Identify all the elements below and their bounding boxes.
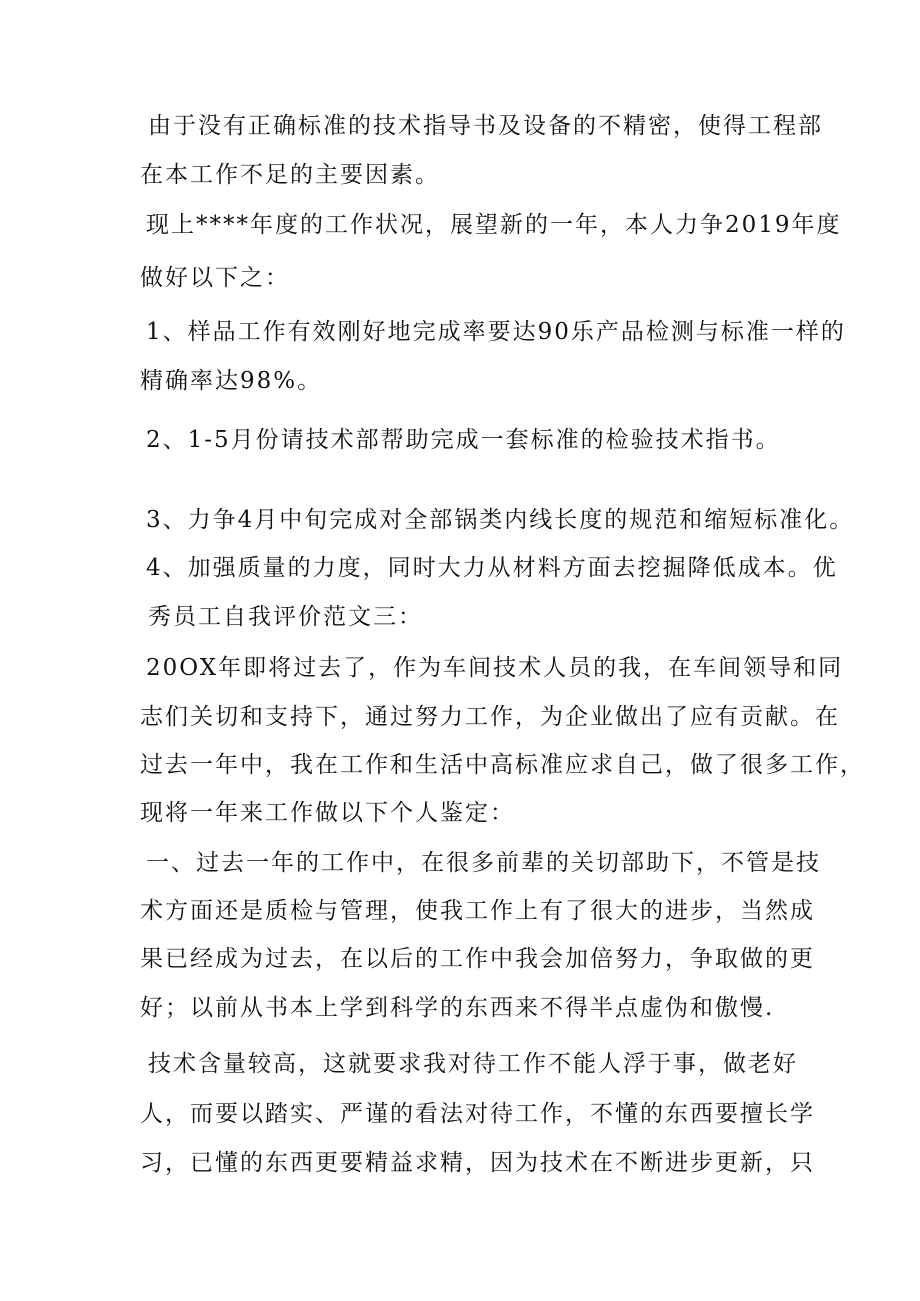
paragraph-line-4: 做好以下之： xyxy=(140,265,290,291)
paragraph-line-5: 20OX年即将过去了，作为车间技术人员的我，在车间领导和同 xyxy=(146,655,844,681)
paragraph-line-13: 技术含量较高，这就要求我对待工作不能人浮于事，做老好 xyxy=(148,1051,798,1077)
paragraph-line-1: 由于没有正确标准的技术指导书及设备的不精密，使得工程部 xyxy=(148,113,823,139)
list-item-line-1: 1、样品工作有效刚好地完成率要达90乐产品检测与标准一样的 xyxy=(146,319,846,345)
paragraph-line-2: 在本工作不足的主要因素。 xyxy=(140,162,440,188)
paragraph-line-11: 果已经成为过去，在以后的工作中我会加倍努力，争取做的更 xyxy=(140,946,815,972)
paragraph-line-14: 人，而要以踏实、严谨的看法对待工作，不懂的东西要擅长学 xyxy=(140,1101,815,1127)
section-heading-line: 秀员工自我评价范文三： xyxy=(148,604,423,630)
list-item-line-3: 2、1-5月份请技术部帮助完成一套标准的检验技术指书。 xyxy=(146,427,781,453)
paragraph-line-9: 一、过去一年的工作中，在很多前辈的关切部助下，不管是技 xyxy=(146,850,821,876)
list-item-line-4: 3、力争4月中旬完成对全部锅类内线长度的规范和缩短标准化。 xyxy=(146,507,855,533)
paragraph-line-10: 术方面还是质检与管理，使我工作上有了很大的进步，当然成 xyxy=(140,898,815,924)
paragraph-line-12: 好；以前从书本上学到科学的东西来不得半点虚伪和傲慢. xyxy=(140,995,775,1021)
paragraph-line-8: 现将一年来工作做以下个人鉴定： xyxy=(140,800,515,826)
paragraph-line-6: 志们关切和支持下，通过努力工作，为企业做出了应有贡献。在 xyxy=(140,704,840,730)
paragraph-line-7: 过去一年中，我在工作和生活中高标准应求自己，做了很多工作， xyxy=(140,752,865,778)
paragraph-line-15: 习，已懂的东西更要精益求精，因为技术在不断进步更新，只 xyxy=(140,1150,815,1176)
list-item-line-5: 4、加强质量的力度，同时大力从材料方面去挖掘降低成本。优 xyxy=(146,555,838,581)
paragraph-line-3: 现上****年度的工作状况，展望新的一年，本人力争2019年度 xyxy=(146,212,842,238)
list-item-line-2: 精确率达98%。 xyxy=(140,368,323,394)
